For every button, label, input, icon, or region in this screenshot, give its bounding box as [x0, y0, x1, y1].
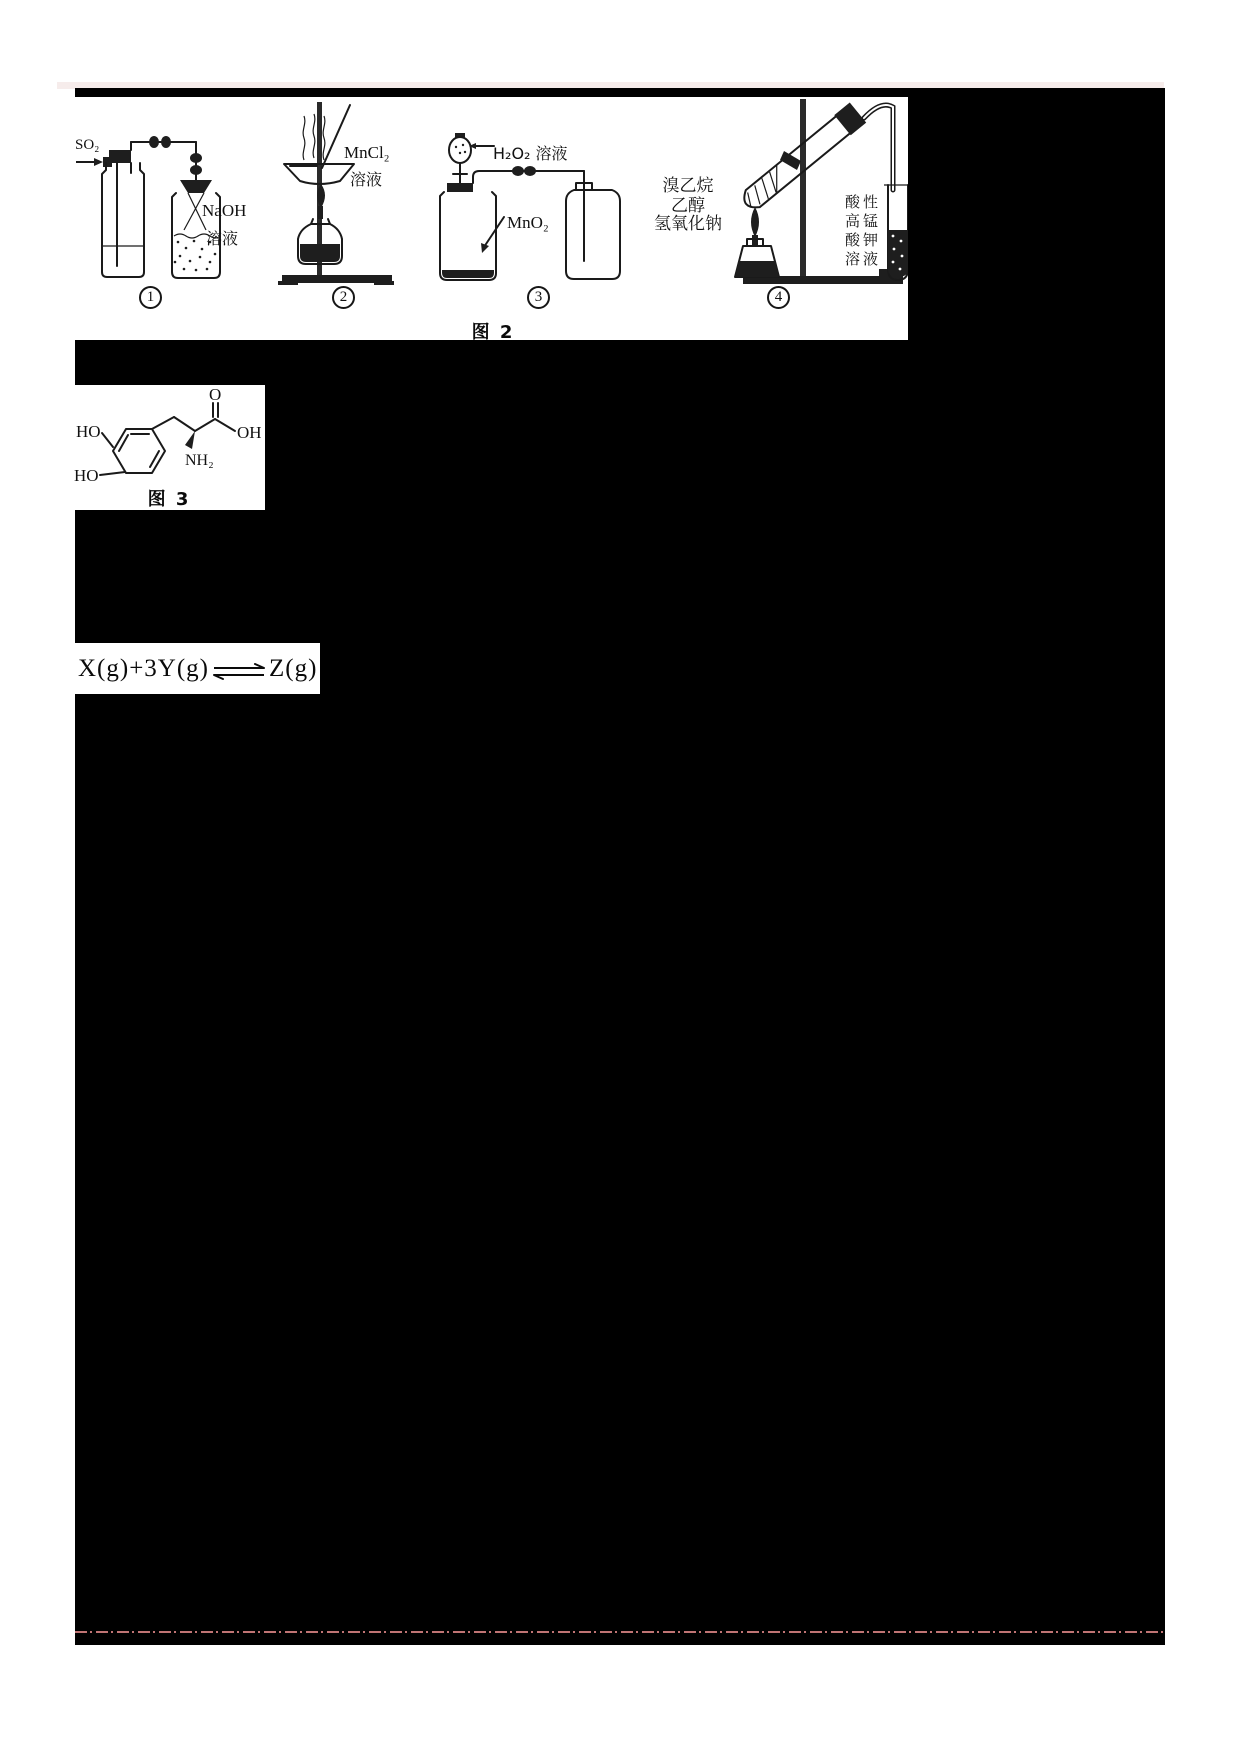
- kmno4-line-4: 溶液: [845, 250, 882, 268]
- mncl2-solution-label: 溶液: [350, 170, 383, 189]
- funnel-top-icon: [180, 180, 212, 193]
- wick-icon: [318, 206, 323, 219]
- figure3-caption: 图 3: [147, 489, 191, 510]
- figure3-panel: [73, 385, 265, 510]
- ho-top-label: HO: [76, 422, 101, 441]
- gas-inlet-arrow-icon: [94, 158, 103, 166]
- so2-gas-label: SO₂: [75, 137, 100, 153]
- caption-circled-2: 2: [332, 286, 355, 309]
- caption-circled-3: 3: [527, 286, 550, 309]
- stopper-icon: [109, 150, 131, 163]
- figure2-caption: 图 2: [471, 322, 515, 343]
- red-dashed-line: [75, 1631, 1165, 1633]
- bottle-stopper-icon: [447, 183, 473, 192]
- oh-label: OH: [237, 423, 262, 442]
- caption-circled-4: 4: [767, 286, 790, 309]
- collection-bottle-icon: [566, 190, 620, 279]
- dropping-funnel-icon: [449, 137, 471, 163]
- naoh-mix-label: 氢氧化钠: [654, 214, 722, 234]
- ethanol-label: 乙醇: [671, 196, 705, 216]
- caption-circled-1: 1: [139, 286, 162, 309]
- equation-rhs: Z(g): [269, 654, 318, 682]
- mno2-pointer-arrow-icon: [481, 243, 489, 253]
- ldopa-structure-drawing: [73, 385, 265, 485]
- kmno4-label: [845, 193, 881, 269]
- kmno4-line-3: 酸钾: [845, 231, 882, 249]
- ho-bottom-label: HO: [74, 466, 99, 485]
- bromoethane-label: 溴乙烷: [662, 176, 714, 196]
- naoh-label: NaOH: [202, 201, 247, 220]
- mncl2-label: MnCl₂: [344, 143, 390, 162]
- mno2-label: MnO₂: [507, 213, 549, 232]
- kmno4-line-2: 高锰: [845, 212, 882, 230]
- equilibrium-arrow-icon: [211, 663, 267, 681]
- wedge-bond-icon: [185, 431, 195, 449]
- benzene-ring-icon: [113, 429, 165, 473]
- stopper-icon: [834, 102, 866, 135]
- kmno4-line-1: 酸性: [845, 193, 882, 211]
- apparatus-2-evaporation-drawing: [272, 102, 402, 287]
- naoh-solution-label: 溶液: [206, 229, 239, 248]
- equation-panel: [73, 643, 320, 694]
- figure2-panel: [75, 97, 908, 343]
- stand-pole-icon: [800, 99, 806, 276]
- mno2-layer-icon: [442, 270, 494, 278]
- carbonyl-o-label: O: [209, 385, 222, 404]
- h2o2-solution-label: H₂O₂ 溶液: [493, 144, 568, 163]
- equation-lhs: X(g)+3Y(g): [78, 654, 210, 682]
- nh2-label: NH₂: [185, 452, 214, 469]
